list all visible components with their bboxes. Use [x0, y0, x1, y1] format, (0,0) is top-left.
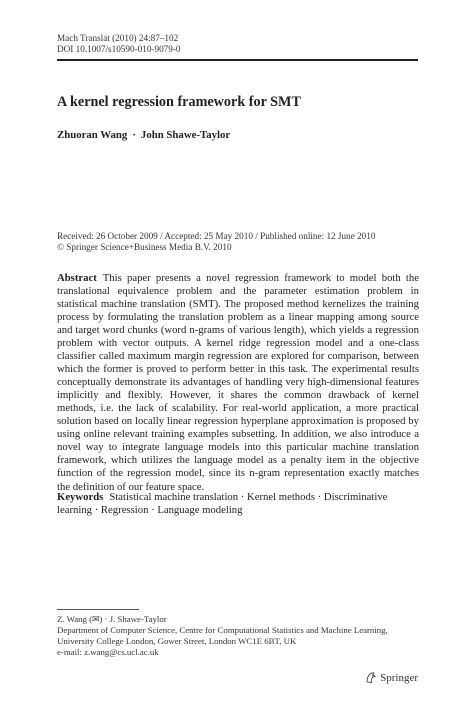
journal-citation: Mach Translat (2010) 24:87–102: [57, 33, 179, 43]
footnote-address: University College London, Gower Street, London WC1E 6BT, UK: [57, 636, 297, 646]
keywords: [57, 491, 419, 517]
doi: DOI 10.1007/s10590-010-9079-0: [57, 44, 181, 54]
author-separator: ·: [132, 129, 136, 141]
springer-horse-icon: [364, 671, 377, 684]
abstract-text: This paper presents a novel regression framework to model both the translational equivalence problem and the parameter estimation problem in statistical machine translation (SMT). The proposed method kernelizes the training process by formulating the translation problem as a linear mapping among source and target word chunks (word n-grams of various length), which yields a regression problem with vector outputs. A kernel ridge regression model and a one-class classifier called maximum margin regression are explored for comparison, between which the former is proved to perform better in this task. The experimental results conceptually demonstrate its advantages of handling very high-dimensional features implicitly and flexibly. However, it shares the common drawback of kernel methods, i.e. the lack of scalability. For real-world application, a more practical solution based on locally linear regression hyperplane approximation is proposed by using online relevant training examples subsetting. In addition, we also introduce a novel way to integrate language models into this particular machine translation framework, which utilizes the language model as a penalty item in the objective function of the regression model, since its n-gram representation exactly matches the definition of our feature space.: [57, 272, 419, 493]
publication-history: [57, 231, 375, 253]
journal-header: [57, 33, 181, 55]
author-name: Zhuoran Wang: [57, 129, 128, 141]
received-dates: Received: 26 October 2009 / Accepted: 25 May 2010 / Published online: 12 June 2010: [57, 231, 376, 241]
abstract: [57, 272, 419, 494]
paper-title: A kernel regression framework for SMT: [57, 94, 301, 110]
author-name: John Shawe-Taylor: [140, 129, 231, 141]
header-rule: [57, 59, 418, 61]
authors: [57, 129, 230, 141]
publisher-name: Springer: [380, 671, 418, 684]
abstract-label: Abstract: [57, 272, 97, 284]
footnote-rule: [57, 609, 139, 610]
keywords-text: Statistical machine translation · Kernel methods · Discriminative learning · Regression · Language modeling: [57, 491, 388, 517]
copyright: © Springer Science+Business Media B.V. 2010: [57, 242, 232, 252]
footnote-authors: Z. Wang (✉) · J. Shawe-Taylor: [57, 614, 167, 624]
keywords-label: Keywords: [57, 491, 104, 503]
footnote-department: Department of Computer Science, Centre for Computational Statistics and Machine Learning,: [57, 625, 388, 635]
publisher-logo: [364, 671, 418, 684]
footnote-email: e-mail: z.wang@cs.ucl.ac.uk: [57, 647, 159, 657]
author-affiliation-footnote: [57, 614, 388, 658]
